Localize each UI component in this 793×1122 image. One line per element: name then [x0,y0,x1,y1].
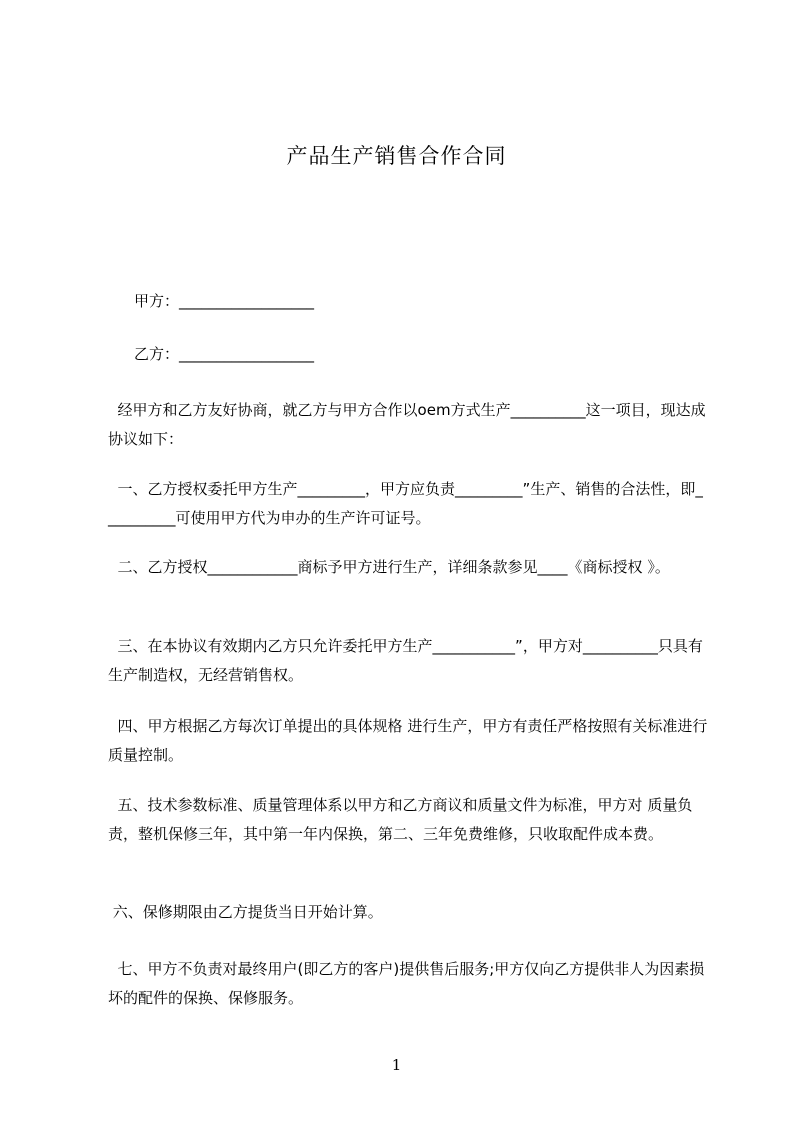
clause-5: 五、技术参数标准、质量管理体系以甲方和乙方商议和质量文件为标准，甲方对 质量负责，整机保修三年，其中第一年内保换，第二、三年免费维修，只收取配件成本费。 [108,796,693,843]
intro-paragraph: 经甲方和乙方友好协商，就乙方与甲方合作以oem方式生产__________这一项目，现达成协议如下： [108,401,706,448]
clause-7: 七、甲方不负责对最终用户(即乙方的客户)提供售后服务;甲方仅向乙方提供非人为因素损坏的配件的保换、保修服务。 [108,960,705,1007]
clause-6: 六、保修期限由乙方提货当日开始计算。 [108,903,383,921]
party-a-line: 甲方：__________________ [134,292,315,310]
clause-4: 四、甲方根据乙方每次订单提出的具体规格 进行生产，甲方有责任严格按照有关标准进行质量控制。 [108,717,708,764]
clause-3: 三、在本协议有效期内乙方只允许委托甲方生产___________”，甲方对__________只具有生产制造权，无经营销售权。 [108,637,703,684]
clause-1: 一、乙方授权委托甲方生产_________，甲方应负责_________”生产、销售的合法性，即__________可使用甲方代为申办的生产许可证号。 [108,480,703,527]
party-b-line: 乙方：__________________ [134,345,315,363]
clause-2: 二、乙方授权____________商标予甲方进行生产，详细条款参见____《商标授权 》。 [108,558,670,576]
page-number: 1 [391,1056,402,1074]
document-title: 产品生产销售合作合同 [286,144,507,168]
